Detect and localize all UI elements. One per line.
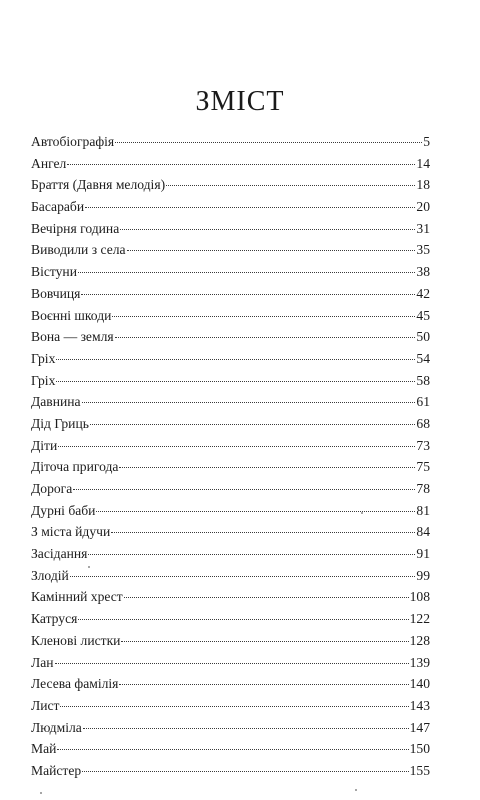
toc-entry-title: Давнина bbox=[31, 394, 81, 410]
toc-entry bbox=[31, 478, 430, 500]
dot-leader bbox=[127, 250, 416, 251]
toc-entry bbox=[31, 413, 430, 435]
dot-leader bbox=[55, 663, 409, 664]
toc-entry bbox=[31, 630, 430, 652]
toc-entry-page-number: 122 bbox=[409, 611, 430, 627]
toc-entry-page-number: 99 bbox=[416, 567, 430, 583]
toc-entry bbox=[31, 326, 430, 348]
toc-entry-page-number: 45 bbox=[416, 307, 430, 323]
toc-entry-page-number: 155 bbox=[409, 762, 430, 778]
paper-speck bbox=[355, 789, 357, 791]
toc-entry-title: Катруся bbox=[31, 611, 78, 627]
dot-leader bbox=[111, 532, 415, 533]
toc-entry-page-number: 20 bbox=[416, 199, 430, 215]
toc-entry-page-number: 58 bbox=[416, 372, 430, 388]
toc-entry-title: Гріх bbox=[31, 350, 56, 366]
toc-entry-title: Діти bbox=[31, 437, 58, 453]
toc-entry bbox=[31, 196, 430, 218]
toc-entry-title: Майстер bbox=[31, 762, 82, 778]
dot-leader bbox=[96, 511, 415, 512]
toc-entry-title: Басараби bbox=[31, 199, 85, 215]
toc-entry-page-number: 128 bbox=[409, 632, 430, 648]
toc-entry-page-number: 68 bbox=[416, 415, 430, 431]
toc-entry-title: Браття (Давня мелодія) bbox=[31, 177, 166, 193]
dot-leader bbox=[81, 294, 415, 295]
toc-entry-title: Май bbox=[31, 741, 57, 757]
toc-entry bbox=[31, 348, 430, 370]
dot-leader bbox=[83, 728, 409, 729]
toc-entry bbox=[31, 283, 430, 305]
toc-entry-title: Лан bbox=[31, 654, 54, 670]
toc-entry-page-number: 140 bbox=[409, 676, 430, 692]
toc-entry-page-number: 75 bbox=[416, 459, 430, 475]
dot-leader bbox=[112, 316, 415, 317]
toc-entry-title: Людміла bbox=[31, 719, 82, 735]
toc-entry bbox=[31, 131, 430, 153]
toc-entry-title: Лесева фамілія bbox=[31, 676, 119, 692]
dot-leader bbox=[56, 359, 415, 360]
toc-entry bbox=[31, 174, 430, 196]
toc-entry-page-number: 14 bbox=[416, 155, 430, 171]
toc-entry-page-number: 35 bbox=[416, 242, 430, 258]
dot-leader bbox=[90, 424, 415, 425]
dot-leader bbox=[56, 381, 415, 382]
toc-entry-title: Дід Гриць bbox=[31, 415, 89, 431]
dot-leader bbox=[67, 164, 415, 165]
dot-leader bbox=[119, 467, 415, 468]
toc-entry-page-number: 147 bbox=[409, 719, 430, 735]
toc-entry bbox=[31, 695, 430, 717]
toc-entry-title: Дурні баби bbox=[31, 502, 96, 518]
toc-entry bbox=[31, 608, 430, 630]
toc-entry-title: Діточа пригода bbox=[31, 459, 119, 475]
toc-entry-title: Злодій bbox=[31, 567, 69, 583]
toc-entry bbox=[31, 652, 430, 674]
paper-speck bbox=[88, 566, 90, 568]
toc-entry-page-number: 31 bbox=[416, 220, 430, 236]
dot-leader bbox=[78, 272, 415, 273]
toc-entry-title: Виводили з села bbox=[31, 242, 126, 258]
toc-entry-page-number: 73 bbox=[416, 437, 430, 453]
dot-leader bbox=[115, 337, 416, 338]
toc-entry-page-number: 150 bbox=[409, 741, 430, 757]
dot-leader bbox=[166, 185, 415, 186]
toc-entry bbox=[31, 305, 430, 327]
toc-entry bbox=[31, 435, 430, 457]
dot-leader bbox=[124, 597, 409, 598]
toc-entry bbox=[31, 586, 430, 608]
toc-entry-page-number: 91 bbox=[416, 546, 430, 562]
toc-entry bbox=[31, 500, 430, 522]
toc-entry-page-number: 18 bbox=[416, 177, 430, 193]
toc-entry bbox=[31, 153, 430, 175]
toc-entry bbox=[31, 261, 430, 283]
dot-leader bbox=[70, 576, 416, 577]
toc-entry-title: Камінний хрест bbox=[31, 589, 123, 605]
toc-entry-title: Ангел bbox=[31, 155, 67, 171]
toc-entry bbox=[31, 239, 430, 261]
dot-leader bbox=[119, 684, 408, 685]
toc-entry-title: Вовчиця bbox=[31, 285, 81, 301]
toc-entry-page-number: 42 bbox=[416, 285, 430, 301]
toc-entry-page-number: 54 bbox=[416, 350, 430, 366]
dot-leader bbox=[73, 489, 415, 490]
toc-entry-page-number: 81 bbox=[416, 502, 430, 518]
toc-entry-title: Засідання bbox=[31, 546, 88, 562]
toc-entry-page-number: 38 bbox=[416, 264, 430, 280]
toc-entry bbox=[31, 370, 430, 392]
toc-entry bbox=[31, 717, 430, 739]
toc-entry-title: Вістуни bbox=[31, 264, 77, 280]
dot-leader bbox=[78, 619, 408, 620]
toc-entry-page-number: 5 bbox=[423, 134, 430, 149]
toc-entry-page-number: 143 bbox=[409, 697, 430, 713]
toc-entry bbox=[31, 391, 430, 413]
dot-leader bbox=[115, 142, 422, 143]
toc-entry-page-number: 61 bbox=[416, 394, 430, 410]
toc-entry-title: Воєнні шкоди bbox=[31, 307, 112, 323]
toc-entry-title: Дорога bbox=[31, 481, 73, 496]
toc-entry bbox=[31, 543, 430, 565]
toc-entry bbox=[31, 738, 430, 760]
toc-entry-title: Вона — земля bbox=[31, 329, 114, 345]
toc-entry-title: Автобіографія bbox=[31, 134, 115, 149]
toc-entry-title: З міста йдучи bbox=[31, 524, 111, 540]
table-of-contents bbox=[31, 131, 430, 782]
dot-leader bbox=[121, 641, 408, 642]
dot-leader bbox=[88, 554, 415, 555]
dot-leader bbox=[120, 229, 415, 230]
toc-entry-page-number: 78 bbox=[416, 481, 430, 496]
toc-entry-title: Гріх bbox=[31, 372, 56, 388]
dot-leader bbox=[58, 446, 415, 447]
toc-entry bbox=[31, 456, 430, 478]
toc-entry bbox=[31, 760, 430, 782]
toc-entry bbox=[31, 565, 430, 587]
page-title: ЗМІСТ bbox=[195, 86, 285, 117]
toc-entry bbox=[31, 673, 430, 695]
toc-entry-page-number: 50 bbox=[416, 329, 430, 345]
toc-entry-page-number: 84 bbox=[416, 524, 430, 540]
toc-entry bbox=[31, 218, 430, 240]
toc-entry bbox=[31, 521, 430, 543]
dot-leader bbox=[85, 207, 415, 208]
toc-entry-title: Вечірня година bbox=[31, 220, 120, 236]
dot-leader bbox=[57, 749, 408, 750]
paper-speck bbox=[40, 792, 42, 794]
dot-leader bbox=[82, 771, 408, 772]
toc-entry-title: Лист bbox=[31, 697, 60, 713]
toc-entry-title: Кленові листки bbox=[31, 632, 121, 648]
toc-entry-page-number: 139 bbox=[409, 654, 430, 670]
toc-entry-page-number: 108 bbox=[409, 589, 430, 605]
paper-speck bbox=[361, 512, 363, 514]
dot-leader bbox=[82, 402, 416, 403]
dot-leader bbox=[60, 706, 408, 707]
